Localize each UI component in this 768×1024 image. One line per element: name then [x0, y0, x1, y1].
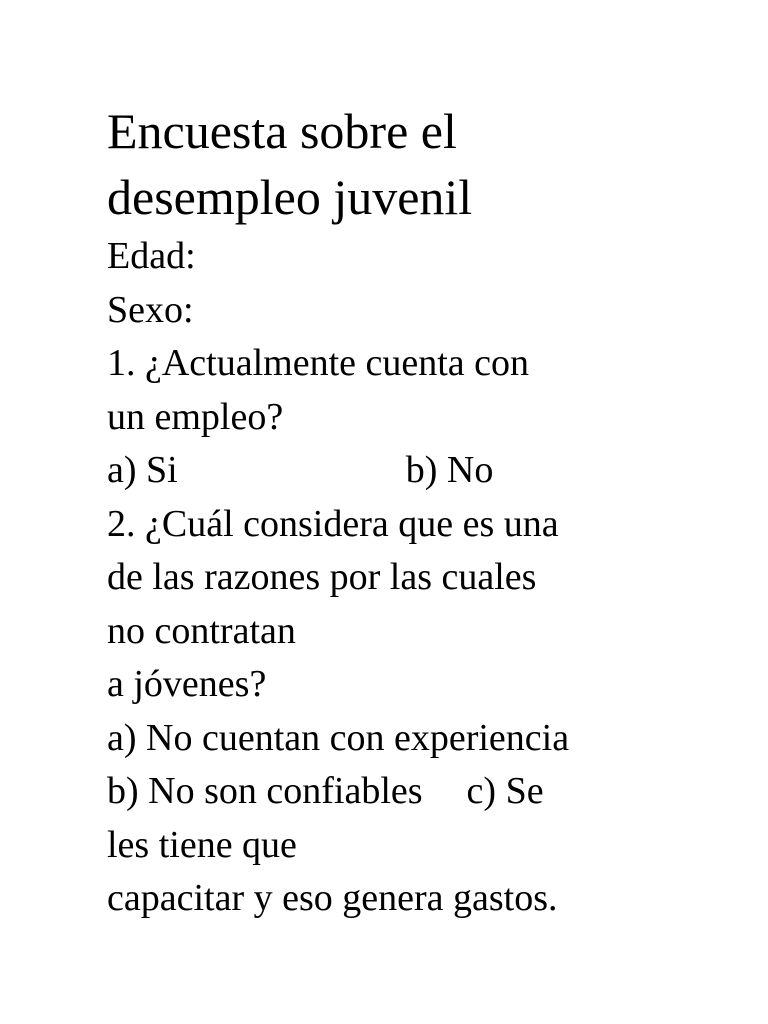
question-2-options-b-c: [107, 765, 747, 819]
question-2-line-4: a jóvenes?: [107, 663, 267, 705]
survey-content: [107, 98, 747, 926]
question-2-option-c: c) Se: [466, 770, 544, 812]
question-2-option-c-line-3: capacitar y eso genera gastos.: [107, 877, 558, 919]
age-label: Edad:: [107, 235, 196, 277]
question-1-line-1: 1. ¿Actualmente cuenta con: [107, 342, 530, 384]
question-2-line-1: 2. ¿Cuál considera que es una: [107, 502, 559, 545]
question-2-line-3: no contratan: [107, 609, 296, 652]
question-1-line-2: un empleo?: [107, 395, 284, 438]
question-2: [107, 498, 747, 926]
survey-title: [107, 98, 747, 230]
question-1-option-b: b) No: [405, 449, 494, 491]
question-1-options: [107, 444, 747, 498]
sex-label: Sexo:: [107, 288, 194, 331]
question-1: [107, 337, 747, 498]
question-2-line-2: de las razones por las cuales: [107, 556, 537, 598]
question-1-option-a: a) Si: [107, 449, 178, 491]
title-line-2: desempleo juvenil: [107, 169, 473, 225]
question-2-option-a: a) No cuentan con experiencia: [107, 716, 570, 759]
question-2-option-b: b) No son confiables: [107, 770, 423, 812]
question-2-option-c-line-2: les tiene que: [107, 823, 297, 866]
title-line-1: Encuesta sobre el: [107, 103, 457, 159]
